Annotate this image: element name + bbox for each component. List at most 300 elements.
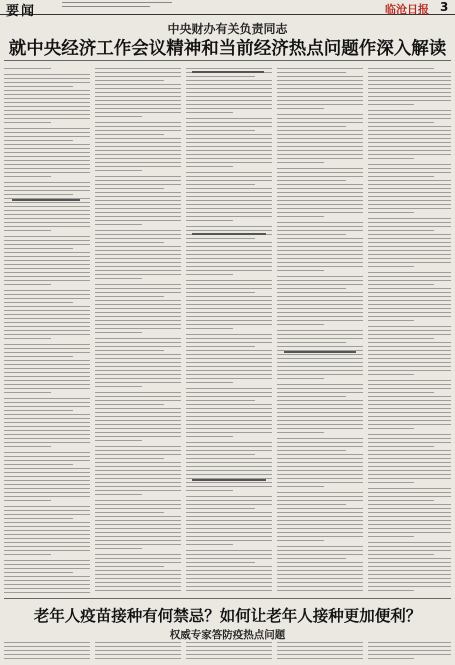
text-line bbox=[4, 94, 90, 95]
text-line bbox=[186, 412, 272, 413]
text-line bbox=[368, 528, 451, 529]
text-line bbox=[277, 536, 363, 537]
text-line bbox=[95, 230, 181, 231]
text-line bbox=[277, 104, 363, 105]
text-line bbox=[4, 476, 90, 477]
text-line bbox=[368, 212, 414, 213]
text-line bbox=[95, 300, 181, 301]
text-line bbox=[368, 350, 451, 351]
text-line bbox=[368, 520, 451, 521]
text-line bbox=[368, 272, 451, 273]
text-line bbox=[4, 344, 90, 345]
text-line bbox=[95, 320, 181, 321]
text-line bbox=[368, 466, 451, 467]
text-line bbox=[4, 518, 73, 519]
text-line bbox=[4, 272, 90, 273]
text-line bbox=[95, 524, 181, 525]
text-line bbox=[4, 248, 73, 249]
text-line bbox=[277, 212, 363, 213]
text-line bbox=[4, 338, 51, 339]
text-line bbox=[277, 646, 363, 647]
text-line bbox=[277, 532, 363, 533]
text-line bbox=[368, 142, 451, 143]
text-line bbox=[186, 424, 272, 425]
text-line bbox=[368, 384, 451, 385]
text-line bbox=[4, 160, 90, 161]
text-line bbox=[186, 172, 272, 173]
text-line bbox=[186, 658, 272, 659]
text-line bbox=[186, 520, 272, 521]
text-line bbox=[368, 542, 451, 543]
text-line bbox=[95, 100, 181, 101]
top-article-kicker: 中央财办有关负责同志 bbox=[167, 22, 288, 36]
text-line bbox=[4, 78, 90, 79]
text-line bbox=[368, 138, 451, 139]
text-line bbox=[368, 454, 451, 455]
text-line bbox=[368, 296, 451, 297]
text-line bbox=[186, 204, 272, 205]
text-line bbox=[368, 392, 434, 393]
text-line bbox=[186, 432, 272, 433]
text-line bbox=[368, 304, 451, 305]
text-line bbox=[4, 268, 90, 269]
text-line bbox=[4, 164, 90, 165]
text-line bbox=[186, 158, 272, 159]
text-line bbox=[277, 342, 346, 343]
text-line bbox=[4, 584, 90, 585]
text-line bbox=[368, 470, 451, 471]
text-line bbox=[4, 82, 90, 83]
text-line bbox=[368, 308, 451, 309]
text-line bbox=[277, 420, 363, 421]
text-line bbox=[277, 366, 363, 367]
text-line bbox=[277, 496, 363, 497]
text-line bbox=[277, 68, 363, 69]
text-line bbox=[95, 208, 181, 209]
text-line bbox=[277, 454, 363, 455]
text-line bbox=[277, 304, 363, 305]
text-line bbox=[4, 452, 90, 453]
text-line bbox=[277, 512, 363, 513]
text-line bbox=[368, 68, 434, 69]
text-line bbox=[277, 378, 324, 379]
text-line bbox=[277, 446, 363, 447]
text-line bbox=[277, 582, 363, 583]
text-line bbox=[368, 446, 434, 447]
text-line bbox=[95, 266, 181, 267]
text-line bbox=[186, 358, 272, 359]
text-line bbox=[368, 488, 451, 489]
text-line bbox=[277, 450, 346, 451]
text-line bbox=[186, 134, 272, 135]
text-line bbox=[4, 406, 90, 407]
text-line bbox=[277, 428, 363, 429]
text-line bbox=[4, 190, 90, 191]
text-line bbox=[186, 130, 255, 131]
text-line bbox=[4, 156, 90, 157]
text-line bbox=[186, 304, 272, 305]
text-line bbox=[368, 326, 451, 327]
text-line bbox=[368, 288, 451, 289]
text-line bbox=[186, 212, 272, 213]
text-line bbox=[368, 258, 451, 259]
text-line bbox=[277, 408, 363, 409]
text-line bbox=[277, 392, 363, 393]
text-line bbox=[95, 562, 181, 563]
text-line bbox=[277, 486, 324, 487]
text-line bbox=[95, 500, 181, 501]
text-line bbox=[277, 404, 363, 405]
text-line bbox=[186, 296, 272, 297]
text-line bbox=[4, 580, 90, 581]
text-line bbox=[277, 462, 363, 463]
text-line bbox=[277, 184, 363, 185]
text-line bbox=[186, 266, 272, 267]
text-line bbox=[186, 320, 272, 321]
text-column-4 bbox=[277, 68, 363, 593]
text-line bbox=[95, 176, 181, 177]
text-line bbox=[277, 330, 363, 331]
text-line bbox=[95, 474, 181, 475]
text-line bbox=[4, 214, 90, 215]
text-line bbox=[4, 236, 90, 237]
text-line bbox=[186, 562, 255, 563]
text-line bbox=[368, 80, 451, 81]
text-line bbox=[368, 130, 451, 131]
text-line bbox=[95, 578, 181, 579]
text-line bbox=[277, 72, 346, 73]
text-line bbox=[368, 238, 451, 239]
text-line bbox=[95, 170, 142, 171]
text-line bbox=[277, 320, 363, 321]
text-line bbox=[4, 360, 90, 361]
text-line bbox=[186, 180, 272, 181]
text-line bbox=[277, 108, 324, 109]
text-line bbox=[277, 280, 363, 281]
text-line bbox=[4, 348, 90, 349]
text-line bbox=[277, 188, 363, 189]
text-line bbox=[277, 250, 363, 251]
text-line bbox=[186, 540, 272, 541]
text-line bbox=[277, 162, 324, 163]
text-line bbox=[277, 558, 346, 559]
text-column-bottom-5 bbox=[368, 642, 451, 664]
text-line bbox=[277, 238, 363, 239]
text-line bbox=[277, 288, 346, 289]
text-line bbox=[186, 404, 272, 405]
text-line bbox=[277, 586, 363, 587]
text-line bbox=[4, 480, 90, 481]
text-line bbox=[368, 96, 451, 97]
text-line bbox=[368, 566, 451, 567]
text-line bbox=[95, 216, 181, 217]
text-line bbox=[4, 352, 90, 353]
text-line bbox=[368, 122, 434, 123]
text-line bbox=[4, 542, 90, 543]
text-line bbox=[186, 362, 272, 363]
text-line bbox=[368, 208, 451, 209]
text-line bbox=[4, 128, 90, 129]
text-line bbox=[4, 402, 90, 403]
text-line bbox=[277, 432, 324, 433]
text-line bbox=[186, 354, 272, 355]
text-line bbox=[368, 388, 451, 389]
text-line bbox=[368, 226, 451, 227]
text-line bbox=[186, 216, 272, 217]
text-line bbox=[95, 150, 181, 151]
text-line bbox=[95, 482, 181, 483]
text-line bbox=[4, 410, 73, 411]
text-line bbox=[368, 88, 451, 89]
text-line bbox=[277, 424, 363, 425]
text-line bbox=[95, 338, 181, 339]
text-line bbox=[4, 256, 90, 257]
text-line bbox=[4, 572, 73, 573]
text-line bbox=[4, 226, 90, 227]
text-column-1 bbox=[4, 68, 90, 593]
text-line bbox=[4, 646, 90, 647]
text-line bbox=[95, 342, 181, 343]
text-column-3 bbox=[186, 68, 272, 593]
text-line bbox=[277, 338, 363, 339]
text-line bbox=[368, 330, 451, 331]
text-line bbox=[186, 254, 272, 255]
text-line bbox=[95, 188, 164, 189]
text-line bbox=[277, 270, 324, 271]
text-line bbox=[368, 218, 451, 219]
text-line bbox=[368, 420, 451, 421]
text-line bbox=[186, 366, 272, 367]
text-line bbox=[368, 578, 451, 579]
text-line bbox=[95, 416, 181, 417]
text-line bbox=[95, 654, 181, 655]
text-line bbox=[368, 222, 451, 223]
text-line bbox=[368, 434, 451, 435]
text-line bbox=[95, 204, 181, 205]
text-line bbox=[186, 246, 272, 247]
section-subhead bbox=[190, 70, 266, 79]
text-line bbox=[186, 350, 272, 351]
text-line bbox=[4, 510, 90, 511]
text-line bbox=[186, 466, 272, 467]
section-subhead bbox=[190, 232, 268, 241]
text-line bbox=[186, 504, 272, 505]
text-line bbox=[95, 234, 181, 235]
text-line bbox=[95, 404, 164, 405]
text-line bbox=[368, 192, 451, 193]
text-line bbox=[95, 238, 181, 239]
text-line bbox=[4, 438, 90, 439]
text-line bbox=[4, 642, 90, 643]
text-line bbox=[186, 122, 272, 123]
text-line bbox=[4, 446, 51, 447]
text-line bbox=[368, 354, 451, 355]
text-line bbox=[368, 582, 451, 583]
text-line bbox=[4, 314, 90, 315]
text-line bbox=[4, 460, 90, 461]
text-line bbox=[186, 458, 272, 459]
text-line bbox=[95, 142, 181, 143]
text-line bbox=[368, 284, 434, 285]
text-line bbox=[4, 252, 90, 253]
text-line bbox=[277, 458, 363, 459]
text-line bbox=[277, 442, 363, 443]
text-line bbox=[277, 216, 324, 217]
text-line bbox=[368, 500, 434, 501]
text-line bbox=[277, 550, 363, 551]
text-line bbox=[95, 424, 181, 425]
text-line bbox=[186, 442, 272, 443]
text-line bbox=[368, 366, 451, 367]
text-line bbox=[95, 80, 164, 81]
text-line bbox=[186, 490, 233, 491]
text-line bbox=[368, 276, 451, 277]
text-line bbox=[186, 118, 272, 119]
text-line bbox=[95, 126, 181, 127]
text-line bbox=[4, 588, 90, 589]
text-line bbox=[368, 554, 434, 555]
text-line bbox=[95, 332, 142, 333]
text-line bbox=[368, 412, 451, 413]
text-line bbox=[95, 440, 142, 441]
text-line bbox=[186, 396, 272, 397]
text-line bbox=[4, 330, 90, 331]
text-line bbox=[368, 374, 414, 375]
text-line bbox=[4, 564, 90, 565]
text-line bbox=[368, 242, 451, 243]
text-line bbox=[4, 388, 90, 389]
text-line bbox=[368, 92, 451, 93]
text-line bbox=[277, 92, 363, 93]
text-line bbox=[186, 150, 272, 151]
article-divider bbox=[4, 598, 451, 599]
text-line bbox=[277, 658, 363, 659]
text-line bbox=[186, 558, 272, 559]
text-line bbox=[4, 306, 90, 307]
text-line bbox=[368, 184, 451, 185]
text-line bbox=[95, 288, 181, 289]
text-line bbox=[4, 568, 90, 569]
text-line bbox=[4, 230, 51, 231]
text-line bbox=[277, 172, 363, 173]
text-line bbox=[95, 242, 164, 243]
text-line bbox=[277, 504, 346, 505]
text-line bbox=[186, 316, 272, 317]
text-line bbox=[4, 414, 90, 415]
text-line bbox=[277, 524, 363, 525]
text-line bbox=[95, 138, 181, 139]
text-line bbox=[4, 506, 90, 507]
text-line bbox=[186, 176, 272, 177]
text-line bbox=[368, 230, 434, 231]
text-line bbox=[95, 158, 181, 159]
text-line bbox=[277, 308, 363, 309]
text-line bbox=[186, 220, 233, 221]
text-line bbox=[368, 380, 451, 381]
text-line bbox=[4, 106, 90, 107]
text-line bbox=[277, 200, 363, 201]
text-line bbox=[277, 492, 363, 493]
bottom-article-subheadline: 权威专家答防疫热点问题 bbox=[169, 629, 286, 641]
text-line bbox=[95, 408, 181, 409]
text-line bbox=[4, 464, 73, 465]
text-line bbox=[186, 308, 272, 309]
text-line bbox=[368, 408, 451, 409]
text-line bbox=[4, 280, 90, 281]
text-line bbox=[277, 180, 346, 181]
text-line bbox=[95, 296, 164, 297]
text-line bbox=[95, 590, 181, 591]
text-line bbox=[95, 92, 181, 93]
text-line bbox=[4, 294, 90, 295]
text-column-bottom-1 bbox=[4, 642, 90, 664]
text-line bbox=[186, 400, 255, 401]
text-line bbox=[277, 196, 363, 197]
text-line bbox=[4, 240, 90, 241]
text-line bbox=[4, 264, 90, 265]
text-line bbox=[368, 338, 434, 339]
text-line bbox=[95, 246, 181, 247]
text-line bbox=[368, 650, 451, 651]
text-line bbox=[4, 102, 90, 103]
text-line bbox=[368, 524, 451, 525]
text-line bbox=[95, 346, 181, 347]
text-line bbox=[4, 218, 90, 219]
text-line bbox=[368, 180, 451, 181]
text-line bbox=[368, 334, 451, 335]
text-line bbox=[277, 230, 363, 231]
text-line bbox=[95, 536, 181, 537]
text-line bbox=[186, 586, 272, 587]
text-line bbox=[186, 454, 255, 455]
text-line bbox=[4, 492, 90, 493]
masthead: 临沧日报 bbox=[385, 3, 429, 16]
text-line bbox=[186, 374, 272, 375]
text-line bbox=[186, 408, 272, 409]
text-line bbox=[368, 546, 451, 547]
text-line bbox=[4, 650, 90, 651]
text-line bbox=[4, 90, 90, 91]
text-line bbox=[277, 130, 363, 131]
text-line bbox=[186, 184, 255, 185]
text-line bbox=[4, 310, 90, 311]
text-line bbox=[277, 284, 363, 285]
text-line bbox=[186, 208, 272, 209]
text-line bbox=[368, 586, 451, 587]
text-line bbox=[368, 110, 451, 111]
text-line bbox=[277, 396, 346, 397]
text-line bbox=[277, 374, 363, 375]
text-line bbox=[95, 508, 181, 509]
text-line bbox=[95, 366, 181, 367]
text-line bbox=[95, 76, 181, 77]
text-line bbox=[186, 324, 272, 325]
text-line bbox=[186, 80, 272, 81]
text-line bbox=[368, 126, 451, 127]
text-line bbox=[277, 590, 363, 591]
text-line bbox=[95, 528, 181, 529]
text-line bbox=[4, 546, 90, 547]
text-line bbox=[95, 200, 181, 201]
text-line bbox=[95, 374, 181, 375]
text-line bbox=[95, 420, 181, 421]
text-line bbox=[95, 350, 164, 351]
text-column-bottom-4 bbox=[277, 642, 363, 664]
text-line bbox=[4, 110, 90, 111]
text-line bbox=[4, 290, 90, 291]
text-line bbox=[277, 346, 363, 347]
text-line bbox=[4, 592, 90, 593]
